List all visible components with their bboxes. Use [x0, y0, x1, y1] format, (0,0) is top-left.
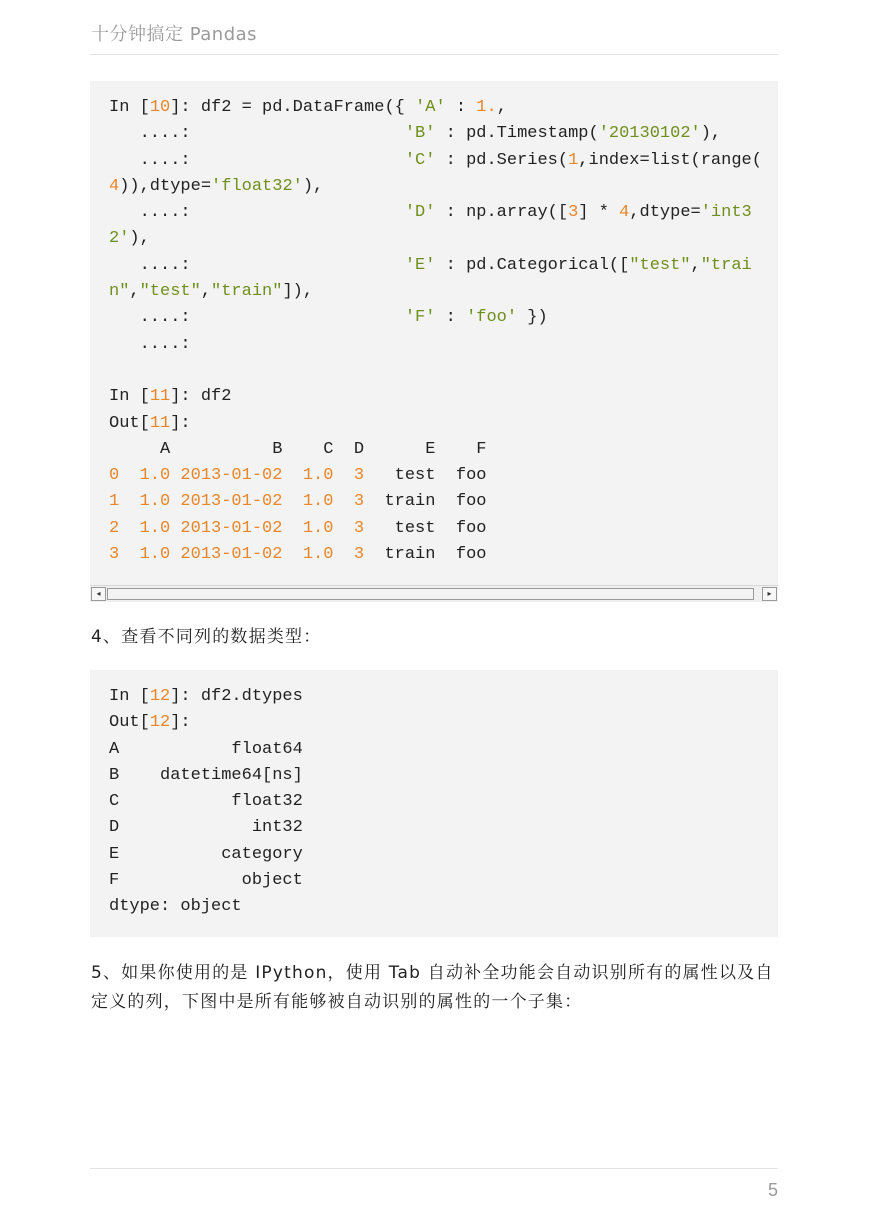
code-token: F object	[109, 871, 303, 891]
code-token: 1	[568, 150, 579, 170]
code-token: Out[	[109, 413, 150, 433]
code-token: ]: df2.dtypes	[170, 687, 303, 706]
code-token: A float64	[109, 739, 303, 759]
code-token: Out[	[109, 713, 150, 733]
code-token: 'int3	[700, 203, 752, 223]
code-token: D int32	[109, 818, 303, 838]
code-token: 1 1.0 2013-01-02 1.0 3	[109, 492, 365, 512]
code-token: 3	[568, 203, 579, 223]
code-token: ),	[129, 229, 150, 249]
code-token: dtype: object	[109, 897, 242, 917]
code-token: ,	[690, 255, 701, 275]
code-token: ,	[496, 98, 507, 117]
code-token: train foo	[364, 492, 487, 512]
code-token: In [	[109, 98, 150, 117]
code-token: :	[445, 98, 477, 117]
code-token: 0 1.0 2013-01-02 1.0 3	[109, 466, 365, 486]
code-line	[109, 358, 778, 384]
code-token: test foo	[364, 518, 487, 538]
code-line	[109, 200, 778, 226]
code-token: :	[435, 308, 467, 328]
code-line	[109, 894, 778, 920]
code-token: ....:	[109, 255, 405, 275]
code-line	[109, 226, 778, 252]
code-token: 4	[619, 203, 630, 223]
code-line	[109, 737, 778, 763]
code-token: 'B'	[404, 124, 436, 144]
code-token: B datetime64[ns]	[109, 765, 303, 785]
code-token: ]:	[170, 413, 191, 433]
code-token: : pd.Categorical([	[435, 255, 630, 275]
code-token: ,	[129, 282, 140, 302]
code-token: 12	[149, 713, 171, 733]
footer-divider	[90, 1168, 778, 1169]
code-line	[109, 384, 778, 410]
code-line	[109, 463, 778, 489]
code-line	[109, 684, 778, 710]
code-token: ] *	[578, 203, 620, 223]
code-token: ....:	[109, 124, 405, 144]
code-line	[109, 516, 778, 542]
code-token: train foo	[364, 545, 487, 565]
code-line	[109, 842, 778, 868]
code-token: ,dtype=	[629, 203, 701, 223]
code-line	[109, 332, 778, 358]
scrollbar-thumb[interactable]	[107, 588, 754, 600]
code-token: ....:	[109, 203, 405, 223]
code-token: test foo	[364, 466, 487, 486]
code-token: 1.	[476, 98, 497, 117]
code-token: ),	[302, 176, 324, 196]
code-line	[109, 710, 778, 736]
code-token: ]),	[282, 282, 314, 302]
code-token: 12	[149, 687, 171, 706]
code-block-dtypes	[90, 670, 778, 937]
code-token: "test"	[139, 282, 201, 302]
code-line	[109, 763, 778, 789]
code-token: ....:	[109, 150, 405, 170]
paragraph-dtypes-intro: 4、查看不同列的数据类型：	[91, 627, 322, 647]
code-token: '20130102'	[598, 124, 701, 144]
code-token: ]:	[170, 713, 191, 733]
code-line	[109, 253, 778, 279]
horizontal-scrollbar[interactable]	[90, 585, 778, 602]
code-token: ,	[200, 282, 212, 302]
code-token: ,index=list(range(	[578, 150, 762, 170]
code-block-dataframe	[90, 81, 778, 602]
code-line	[109, 279, 778, 305]
header-divider	[90, 54, 778, 55]
code-token: ]: df2 = pd.DataFrame({	[170, 98, 416, 117]
code-token: E category	[109, 844, 303, 864]
code-token: ....:	[109, 334, 191, 354]
code-token: 'float32'	[211, 176, 303, 196]
code-token: )),dtype=	[119, 176, 212, 196]
code-line	[109, 437, 778, 463]
code-token: "train"	[211, 282, 283, 302]
code-token: 11	[149, 387, 171, 407]
code-token: "trai	[700, 255, 752, 275]
code-token: ),	[700, 124, 722, 144]
paragraph-ipython-tab: 5、如果你使用的是 IPython，使用 Tab 自动补全功能会自动识别所有的属性以及自定义的列，下图中是所有能够被自动识别的属性的一个子集：	[91, 963, 774, 1012]
code-token: 3 1.0 2013-01-02 1.0 3	[109, 545, 365, 565]
code-token: ]: df2	[170, 387, 232, 407]
code-token: 'A'	[415, 98, 446, 117]
code-token: 'foo'	[466, 308, 518, 328]
code-token: 11	[149, 413, 171, 433]
code-token: In [	[109, 687, 150, 706]
code-token: 'F'	[404, 308, 436, 328]
code-token: C float32	[109, 792, 303, 812]
code-token: "test"	[629, 255, 691, 275]
code-token: : np.array([	[435, 203, 569, 223]
code-token: 2'	[109, 229, 130, 249]
code-line	[109, 95, 778, 121]
code-line	[109, 148, 778, 174]
code-token: A B C D E F	[109, 439, 487, 459]
scroll-left-icon[interactable]: ◂	[91, 587, 106, 601]
code-token: : pd.Timestamp(	[435, 124, 599, 144]
code-token: 'C'	[404, 150, 436, 170]
code-token: n"	[109, 282, 130, 302]
code-line	[109, 174, 778, 200]
code-line	[109, 542, 778, 568]
code-token: 4	[109, 176, 120, 196]
code-token: ....:	[109, 308, 405, 328]
code-line	[109, 305, 778, 331]
code-token: In [	[109, 387, 150, 407]
code-token: })	[517, 308, 548, 328]
code-token: 'E'	[404, 255, 436, 275]
code-token: 2 1.0 2013-01-02 1.0 3	[109, 518, 365, 538]
code-token: 10	[149, 98, 171, 117]
code-line	[109, 789, 778, 815]
code-line	[109, 411, 778, 437]
page-header-title: 十分钟搞定 Pandas	[91, 24, 258, 45]
code-line	[109, 868, 778, 894]
code-line	[109, 121, 778, 147]
code-token: : pd.Series(	[435, 150, 569, 170]
page-number: 5	[767, 1180, 778, 1200]
code-line	[109, 489, 778, 515]
code-line	[109, 815, 778, 841]
scroll-right-icon[interactable]: ▸	[762, 587, 777, 601]
code-token: 'D'	[404, 203, 436, 223]
